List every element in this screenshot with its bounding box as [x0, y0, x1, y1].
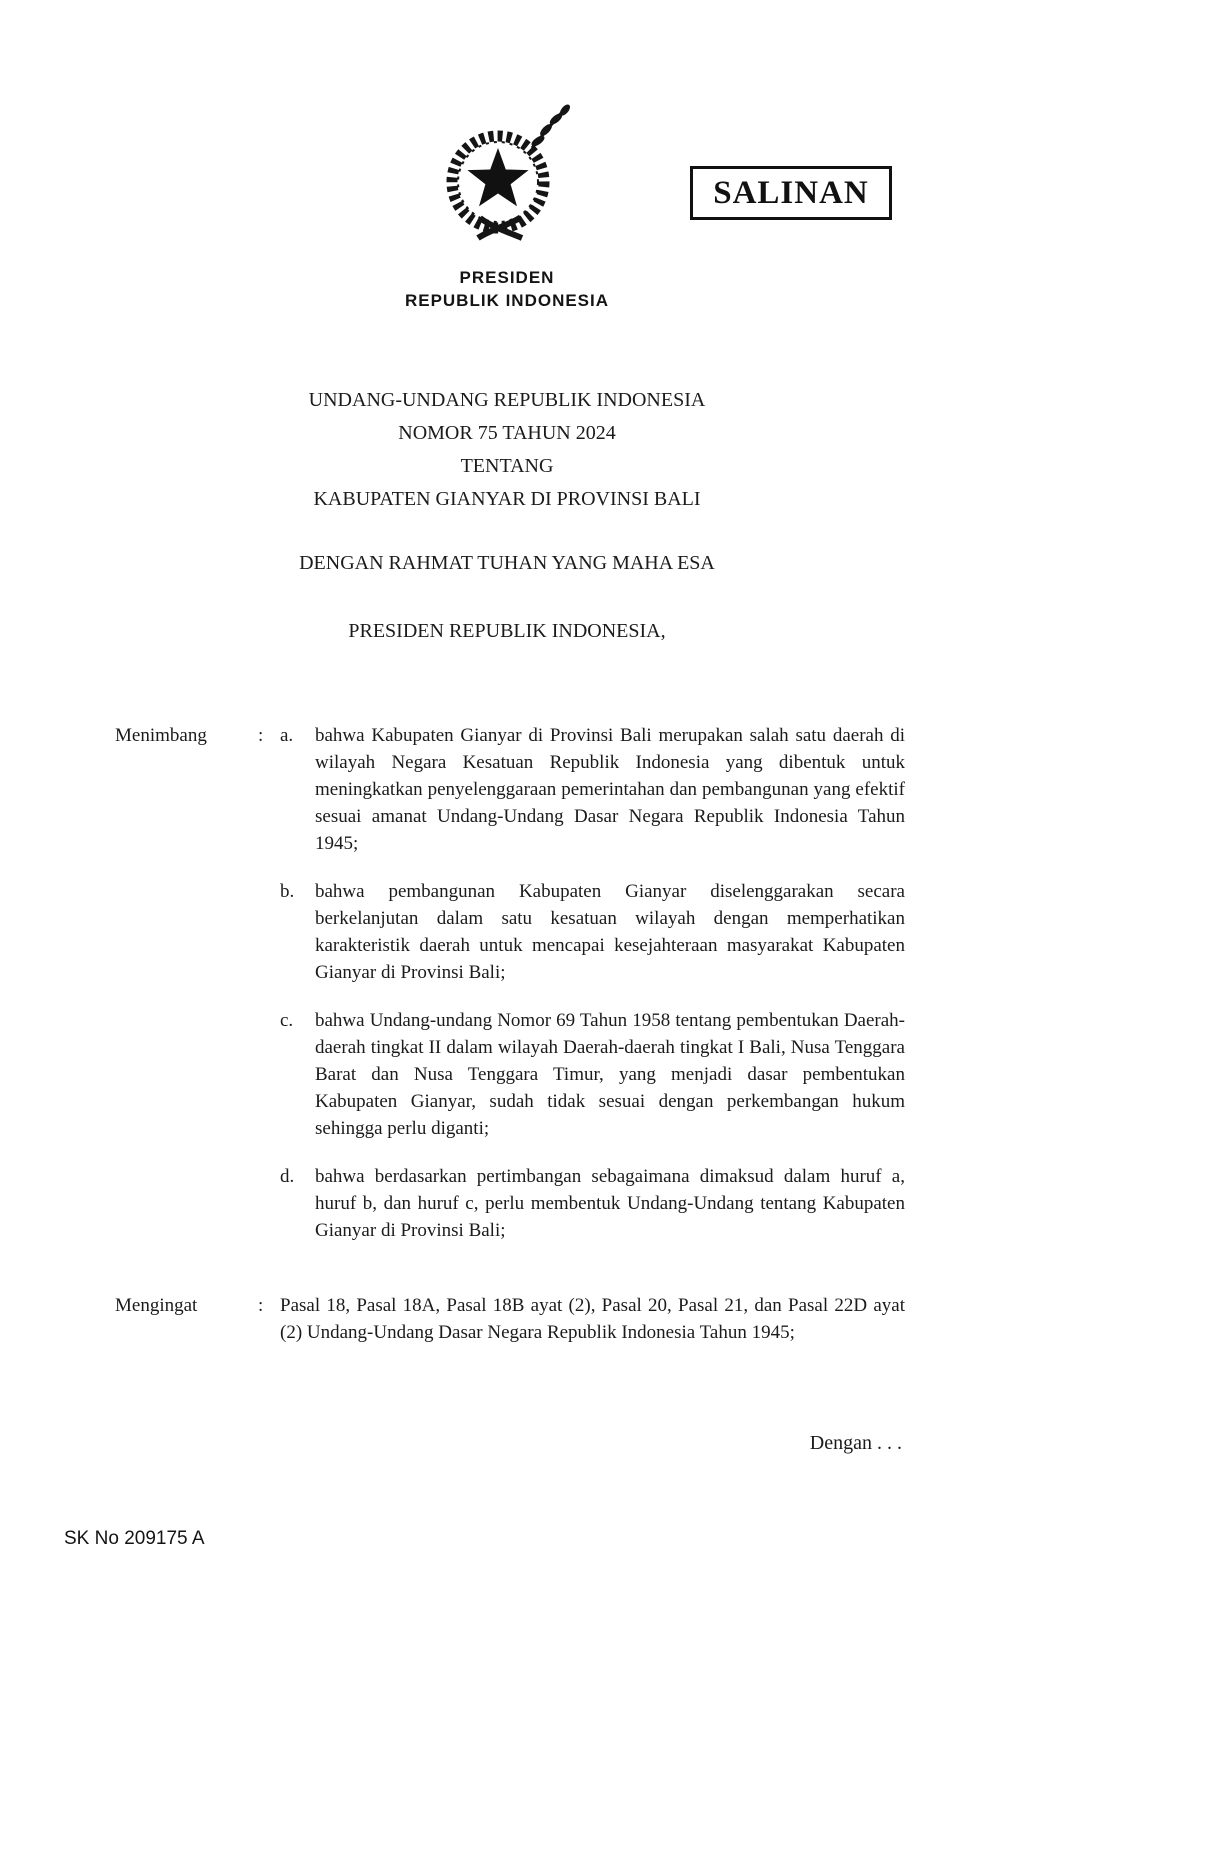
considerations-label: Menimbang	[115, 725, 207, 746]
law-title-block	[112, 384, 902, 516]
item-text: bahwa Kabupaten Gianyar di Provinsi Bali merupakan salah satu daerah di wilayah Negara Kesatuan Republik Indonesia yang dibentuk untuk meningkatkan penyelenggaraan pemerintahan dan pembangunan yang efektif sesuai amanat Undang-Undang Dasar Negara Republik Indonesia Tahun 1945;	[315, 725, 905, 854]
legal-basis-text: Pasal 18, Pasal 18A, Pasal 18B ayat (2), Pasal 20, Pasal 21, dan Pasal 22D ayat (2) Undang-Undang Dasar Negara Republik Indonesia Tahun 1945;	[280, 1295, 905, 1343]
authority-line: PRESIDEN REPUBLIK INDONESIA,	[348, 620, 666, 642]
consideration-item-a	[280, 722, 905, 857]
considerations-colon: :	[258, 725, 264, 746]
salinan-label: SALINAN	[713, 174, 869, 211]
item-text: bahwa Undang-undang Nomor 69 Tahun 1958 tentang pembentukan Daerah-daerah tingkat II dalam wilayah Daerah-daerah tingkat I Bali, Nusa Tenggara Barat dan Nusa Tenggara Timur, yang menjadi dasar pembentukan Kabupaten Gianyar, sudah tidak sesuai dengan perkembangan hukum sehingga perlu diganti;	[315, 1010, 905, 1139]
law-title-line3: TENTANG	[460, 455, 554, 477]
consideration-item-d	[280, 1163, 905, 1244]
state-star-wreath-emblem	[428, 100, 578, 255]
consideration-item-b	[280, 878, 905, 986]
item-letter: a.	[280, 725, 294, 746]
institution-header	[112, 266, 902, 312]
sk-number: SK No 209175 A	[64, 1528, 205, 1549]
legal-basis-clause	[115, 1292, 905, 1346]
consideration-item-c	[280, 1007, 905, 1142]
considerations-body	[280, 722, 905, 1265]
law-title-line2: NOMOR 75 TAHUN 2024	[398, 422, 616, 444]
legal-basis-label: Mengingat	[115, 1295, 198, 1316]
law-title-line4: KABUPATEN GIANYAR DI PROVINSI BALI	[313, 488, 701, 510]
item-text: bahwa berdasarkan pertimbangan sebagaimana dimaksud dalam huruf a, huruf b, dan huruf c, perlu membentuk Undang-Undang tentang Kabupaten Gianyar di Provinsi Bali;	[315, 1166, 905, 1241]
item-text: bahwa pembangunan Kabupaten Gianyar diselenggarakan secara berkelanjutan dalam satu kesatuan wilayah dengan memperhatikan karakteristik daerah untuk mencapai kesejahteraan masyarakat Kabupaten Gianyar di Provinsi Bali;	[315, 881, 905, 983]
considerations-clause	[115, 722, 905, 1265]
page-continuation-marker: Dengan . . .	[809, 1432, 902, 1454]
item-letter: b.	[280, 881, 295, 902]
item-letter: d.	[280, 1166, 295, 1187]
salinan-stamp	[690, 166, 892, 220]
emblem-graphic	[428, 100, 578, 255]
institution-line-presiden: PRESIDEN	[459, 268, 555, 287]
invocation-line: DENGAN RAHMAT TUHAN YANG MAHA ESA	[299, 552, 715, 574]
law-title-line1: UNDANG-UNDANG REPUBLIK INDONESIA	[308, 389, 706, 411]
item-letter: c.	[280, 1010, 294, 1031]
legal-basis-colon: :	[258, 1295, 264, 1316]
institution-line-republik: REPUBLIK INDONESIA	[404, 291, 610, 310]
